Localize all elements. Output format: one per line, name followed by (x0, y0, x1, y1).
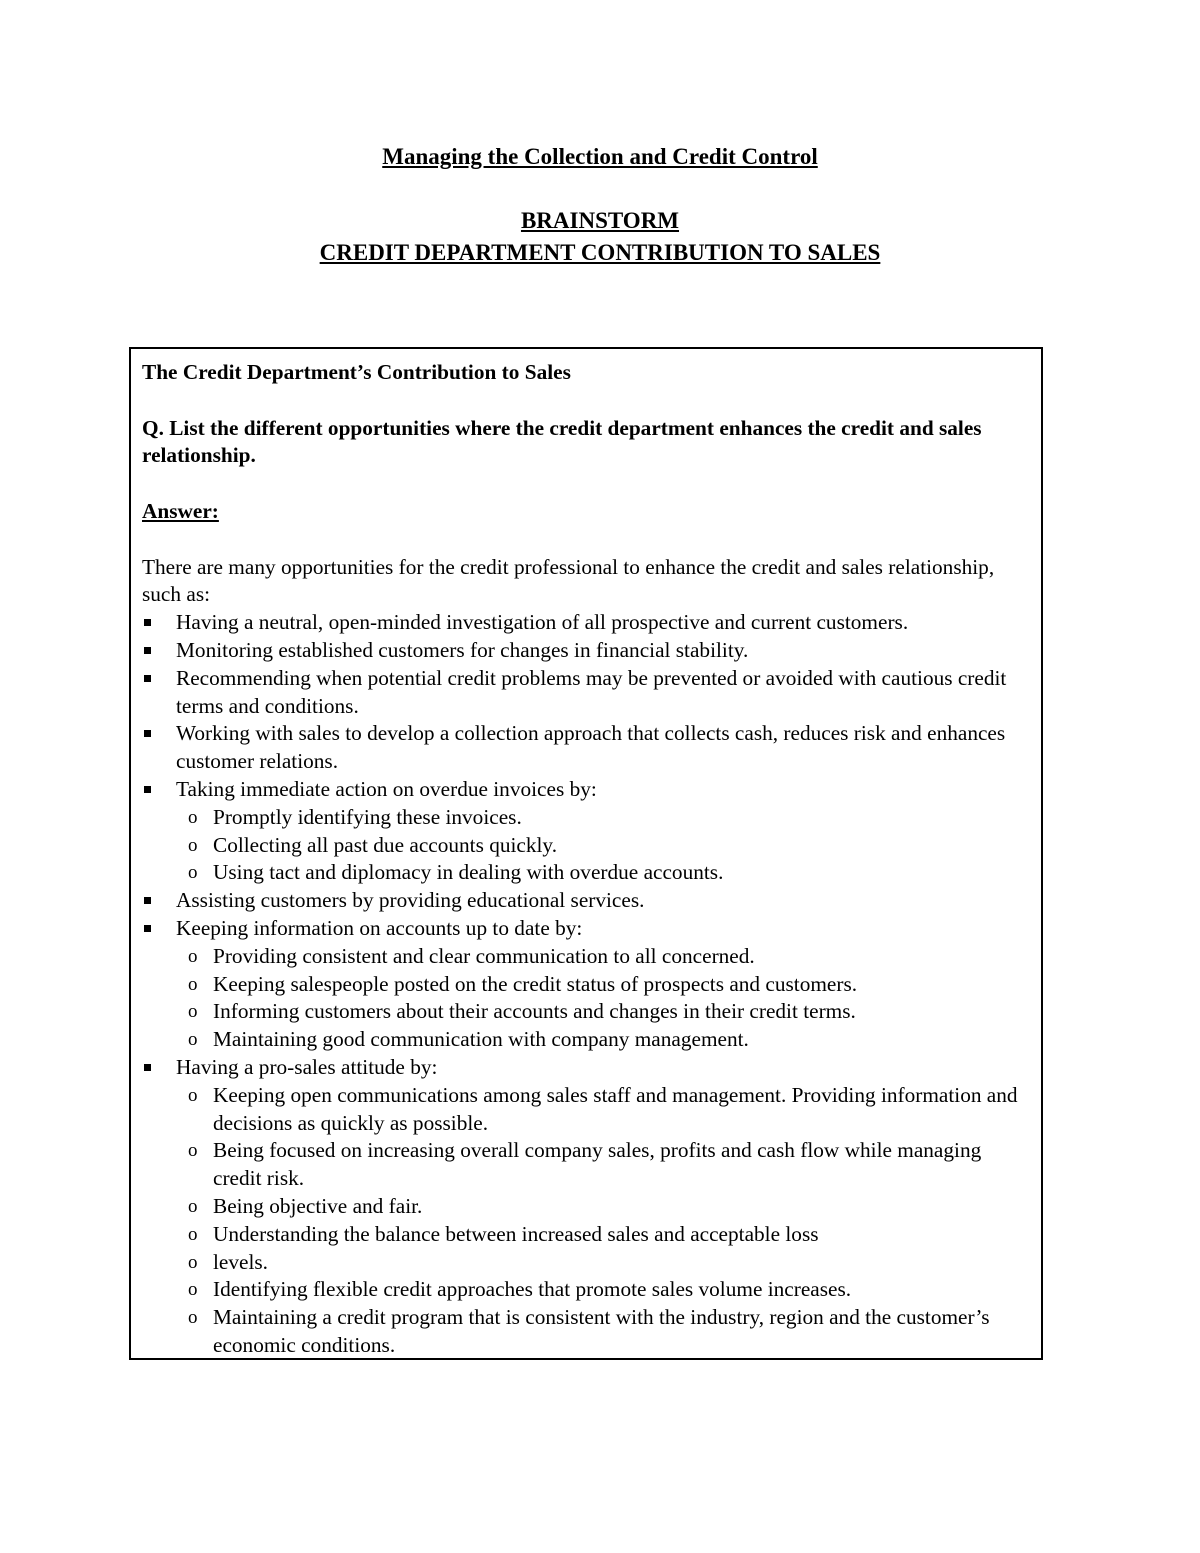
square-bullet-icon (144, 925, 151, 932)
list-item (142, 720, 1031, 776)
list-item (142, 915, 1031, 1054)
square-bullet-icon (144, 647, 151, 654)
sub-list-item-text: Understanding the balance between increased sales and acceptable loss (213, 1221, 819, 1246)
sub-list-item-text: Maintaining a credit program that is consistent with the industry, region and the customer’s economic conditions. (213, 1305, 990, 1357)
sub-list-item-text: Identifying flexible credit approaches that promote sales volume increases. (213, 1277, 852, 1302)
sub-list-item-text: Informing customers about their accounts and changes in their credit terms. (213, 999, 856, 1024)
document-title (0, 141, 1200, 173)
square-bullet-icon (144, 1064, 151, 1071)
square-bullet-icon (144, 730, 151, 737)
sub-list-item-text: Keeping salespeople posted on the credit status of prospects and customers. (213, 971, 858, 996)
circle-bullet-icon: o (188, 1195, 198, 1217)
list-item-text: Working with sales to develop a collection approach that collects cash, reduces risk and enhances customer relations. (176, 721, 1006, 774)
square-bullet-icon (144, 897, 151, 904)
list-item (142, 887, 1031, 915)
list-item (142, 665, 1031, 721)
section-heading (0, 237, 1200, 269)
circle-bullet-icon: o (188, 1084, 198, 1106)
square-bullet-icon (144, 675, 151, 682)
sub-list (176, 804, 1031, 887)
circle-bullet-icon: o (188, 1307, 198, 1329)
circle-bullet-icon: o (188, 973, 198, 995)
list-item-text: Taking immediate action on overdue invoices by: (176, 776, 597, 801)
circle-bullet-icon: o (188, 1001, 198, 1023)
circle-bullet-icon: o (188, 1251, 198, 1273)
sub-list-item-text: Promptly identifying these invoices. (213, 804, 522, 829)
list-item (142, 609, 1031, 637)
sub-list-item-text: Using tact and diplomacy in dealing with overdue accounts. (213, 860, 724, 885)
sub-list-item-text: Keeping open communications among sales staff and management. Providing information and decisions as quickly as possible. (213, 1082, 1018, 1135)
circle-bullet-icon: o (188, 1140, 198, 1162)
answer-label-text: Answer: (142, 498, 219, 523)
sub-list-item (142, 804, 1031, 832)
sub-list-item (142, 943, 1031, 971)
list-item-text: Monitoring established customers for changes in financial stability. (176, 637, 749, 662)
circle-bullet-icon: o (188, 834, 198, 856)
square-bullet-icon (144, 619, 151, 626)
list-item-text: Having a pro-sales attitude by: (176, 1054, 438, 1079)
sub-list-item (142, 832, 1031, 860)
list-item (142, 1054, 1031, 1360)
section-heading-text: CREDIT DEPARTMENT CONTRIBUTION TO SALES (319, 240, 881, 265)
circle-bullet-icon: o (188, 1223, 198, 1245)
sub-list-item-text: Providing consistent and clear communication to all concerned. (213, 943, 755, 968)
brainstorm-heading (0, 205, 1200, 237)
sub-list-item (142, 998, 1031, 1026)
question-text: Q. List the different opportunities where the credit department enhances the credit and sales relationship. (142, 415, 982, 468)
content-box (129, 347, 1043, 1360)
sub-list-item (142, 1304, 1031, 1360)
sub-list-item (142, 1276, 1031, 1304)
sub-list-item (142, 1221, 1031, 1249)
square-bullet-icon (144, 786, 151, 793)
circle-bullet-icon: o (188, 1029, 198, 1051)
sub-list-item-text: levels. (213, 1249, 268, 1274)
sub-list-item (142, 1026, 1031, 1054)
list-item-text: Keeping information on accounts up to date by: (176, 915, 583, 940)
sub-list-item-text: Being objective and fair. (213, 1193, 423, 1218)
circle-bullet-icon: o (188, 945, 198, 967)
sub-list (176, 943, 1031, 1054)
answer-list (142, 609, 1031, 1360)
list-item-text: Assisting customers by providing educational services. (176, 888, 645, 913)
sub-list-item (142, 1193, 1031, 1221)
sub-list-item (142, 1082, 1031, 1138)
answer-label (142, 498, 1031, 526)
sub-list-item-text: Collecting all past due accounts quickly. (213, 832, 558, 857)
sub-list-item (142, 1249, 1031, 1277)
sub-list-item-text: Being focused on increasing overall company sales, profits and cash flow while managing credit risk. (213, 1138, 982, 1191)
sub-list-item (142, 859, 1031, 887)
answer-intro: There are many opportunities for the credit professional to enhance the credit and sales relationship, such as: (142, 554, 995, 607)
list-item (142, 637, 1031, 665)
sub-list-item (142, 971, 1031, 999)
sub-list-item-text: Maintaining good communication with company management. (213, 1027, 749, 1052)
list-item-text: Recommending when potential credit problems may be prevented or avoided with cautious credit terms and conditions. (176, 665, 1007, 718)
list-item (142, 776, 1031, 887)
sub-list-item (142, 1137, 1031, 1193)
sub-list (176, 1082, 1031, 1360)
document-title-text: Managing the Collection and Credit Control (382, 144, 818, 169)
circle-bullet-icon: o (188, 806, 198, 828)
circle-bullet-icon: o (188, 1279, 198, 1301)
brainstorm-heading-text: BRAINSTORM (520, 208, 680, 233)
box-title: The Credit Department’s Contribution to Sales (142, 360, 571, 384)
circle-bullet-icon: o (188, 862, 198, 884)
list-item-text: Having a neutral, open-minded investigation of all prospective and current customers. (176, 610, 909, 635)
